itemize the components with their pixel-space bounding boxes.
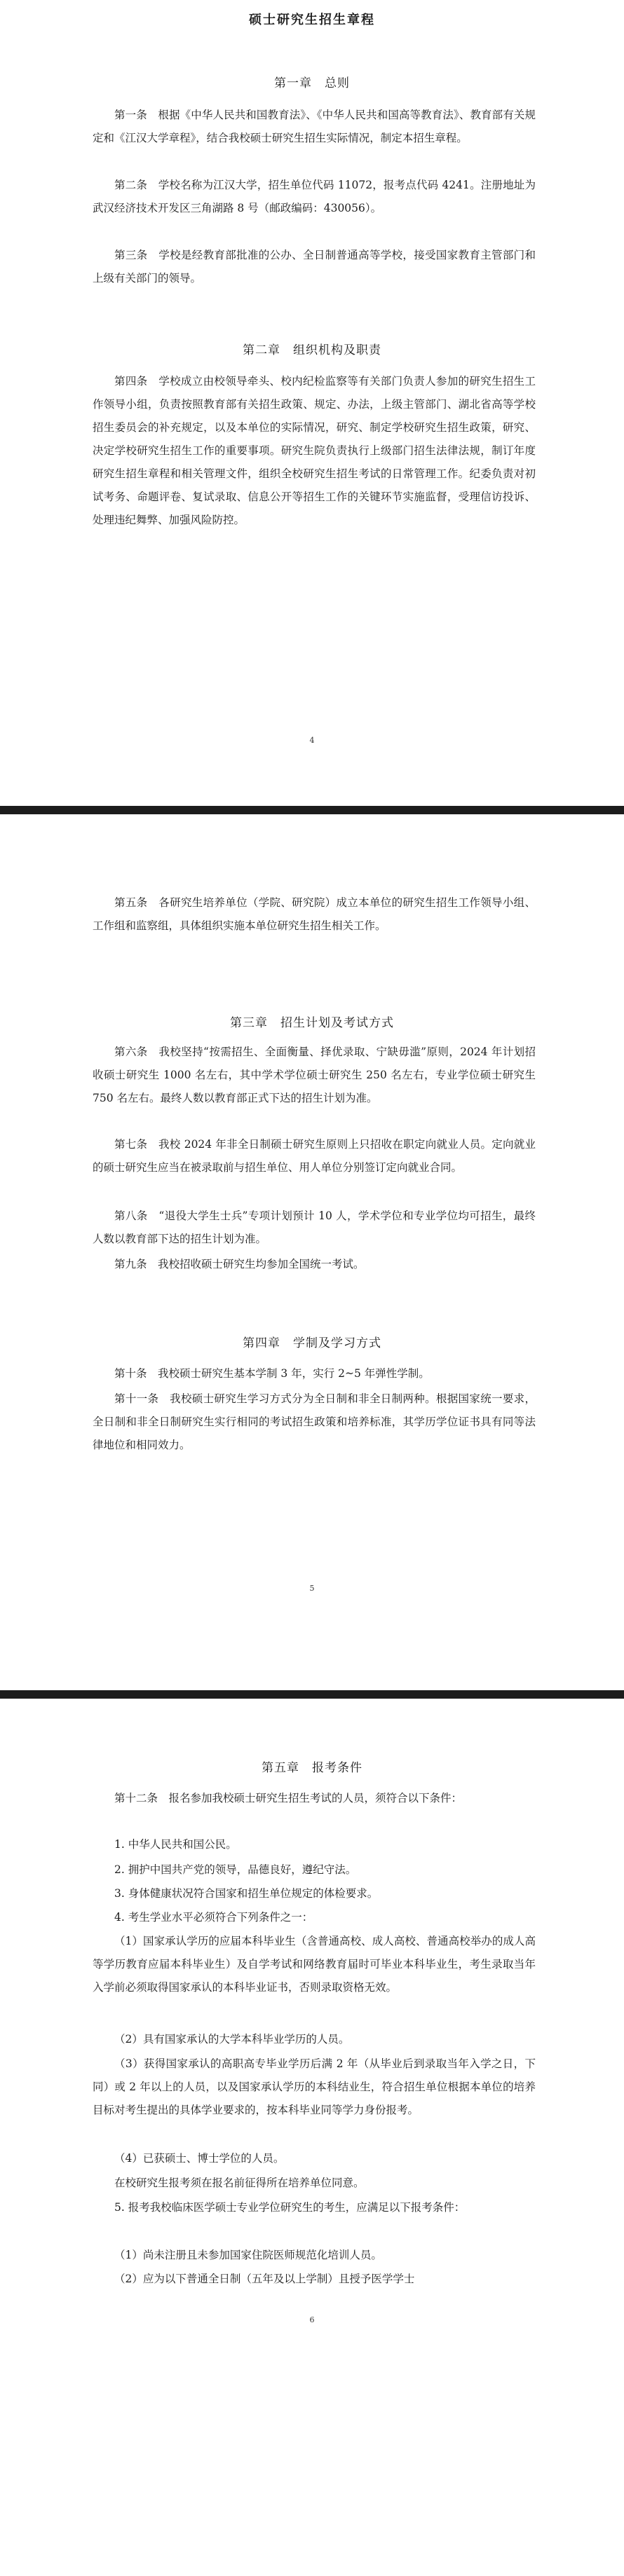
page-number: 4: [309, 736, 315, 745]
condition-5: 5. 报考我校临床医学硕士专业学位研究生的考生，应满足以下报考条件：: [114, 2201, 466, 2214]
article-5: 第五条 各研究生培养单位（学院、研究院）成立本单位的研究生招生工作领导小组、工作组和监察组，具体组织实施本单位研究生招生相关工作。: [93, 896, 536, 932]
page-number: 6: [309, 2315, 315, 2324]
chapter-3-heading: 第三章 招生计划及考试方式: [230, 1016, 394, 1030]
article-8: 第八条 “退役大学生士兵”专项计划预计 10 人，学术学位和专业学位均可招生，最终人数以教育部下达的招生计划为准。: [93, 1210, 536, 1245]
article-11: 第十一条 我校硕士研究生学习方式分为全日制和非全日制两种。根据国家统一要求，全日制和非全日制研究生实行相同的考试招生政策和培养标准，其学历学位证书具有同等法律地位和相同效力。: [93, 1392, 536, 1451]
condition-4-1: （1）国家承认学历的应届本科毕业生（含普通高校、成人高校、普通高校举办的成人高等学历教育应届本科毕业生）及自学考试和网络教育届时可毕业本科毕业生，考生录取当年入学前必须取得国家承认的本科毕业证书，否则录取资格无效。: [93, 1935, 536, 1994]
condition-4: 4. 考生学业水平必须符合下列条件之一：: [114, 1911, 313, 1924]
article-1: 第一条 根据《中华人民共和国教育法》、《中华人民共和国高等教育法》、教育部有关规定和《江汉大学章程》，结合我校硕士研究生招生实际情况，制定本招生章程。: [93, 109, 536, 144]
article-12: 第十二条 报名参加我校硕士研究生招生考试的人员，须符合以下条件：: [114, 1792, 463, 1804]
article-7: 第七条 我校 2024 年非全日制硕士研究生原则上只招收在职定向就业人员。定向就业的硕士研究生应当在被录取前与招生单位、用人单位分别签订定向就业合同。: [93, 1138, 536, 1174]
article-3: 第三条 学校是经教育部批准的公办、全日制普通高等学校，接受国家教育主管部门和上级有关部门的领导。: [93, 249, 536, 285]
condition-2: 2. 拥护中国共产党的领导，品德良好，遵纪守法。: [114, 1863, 357, 1876]
condition-4-3: （3）获得国家承认的高职高专毕业学历后满 2 年（从毕业后到录取当年入学之日，下同）或 2 年以上的人员，以及国家承认学历的本科结业生，符合招生单位根据本单位的培养目标对考生提出的具体学业要求的，按本科毕业同等学力身份报考。: [93, 2057, 536, 2116]
article-4: 第四条 学校成立由校领导牵头、校内纪检监察等有关部门负责人参加的研究生招生工作领导小组，负责按照教育部有关招生政策、规定、办法，上级主管部门、湖北省高等学校招生委员会的补充规定，以及本单位的实际情况，研究、制定学校研究生招生政策，研究、决定学校研究生招生工作的重要事项。研究生院负责执行上级部门招生法律法规，制订年度研究生招生章程和相关管理文件，组织全校研究生招生考试的日常管理工作。纪委负责对初试考务、命题评卷、复试录取、信息公开等招生工作的关键环节实施监督，受理信访投诉、处理违纪舞弊、加强风险防控。: [93, 375, 536, 526]
condition-1: 1. 中华人民共和国公民。: [114, 1838, 237, 1851]
document-title: 硕士研究生招生章程: [249, 13, 375, 27]
chapter-4-heading: 第四章 学制及学习方式: [243, 1336, 381, 1350]
condition-3: 3. 身体健康状况符合国家和招生单位规定的体检要求。: [114, 1887, 379, 1900]
article-10: 第十条 我校硕士研究生基本学制 3 年，实行 2~5 年弹性学制。: [114, 1367, 430, 1380]
page-divider: [0, 806, 624, 814]
condition-4-2: （2）具有国家承认的大学本科毕业学历的人员。: [114, 2033, 350, 2046]
document-page-6: [0, 1699, 624, 2575]
chapter-2-heading: 第二章 组织机构及职责: [243, 343, 381, 357]
chapter-5-heading: 第五章 报考条件: [262, 1761, 362, 1775]
condition-4-4: （4）已获硕士、博士学位的人员。: [114, 2152, 285, 2165]
article-6: 第六条 我校坚持“按需招生、全面衡量、择优录取、宁缺毋滥”原则，2024 年计划招收硕士研究生 1000 名左右，其中学术学位硕士研究生 250 名左右，专业学位硕士研究生 750 名左右。最终人数以教育部正式下达的招生计划为准。: [93, 1046, 536, 1104]
document-page-5: [0, 814, 624, 1690]
page-number: 5: [309, 1584, 315, 1593]
condition-5-2: （2）应为以下普通全日制（五年及以上学制）且授予医学学士: [114, 2273, 415, 2285]
page-divider: [0, 1690, 624, 1699]
chapter-1-heading: 第一章 总则: [274, 76, 350, 90]
article-9: 第九条 我校招收硕士研究生均参加全国统一考试。: [114, 1258, 365, 1270]
document-page-4: [0, 0, 624, 806]
enrolled-student-note: 在校研究生报考须在报名前征得所在培养单位同意。: [114, 2177, 365, 2189]
article-2: 第二条 学校名称为江汉大学，招生单位代码 11072，报考点代码 4241。注册地址为武汉经济技术开发区三角湖路 8 号（邮政编码：430056）。: [93, 179, 536, 214]
condition-5-1: （1）尚未注册且未参加国家住院医师规范化培训人员。: [114, 2249, 382, 2261]
